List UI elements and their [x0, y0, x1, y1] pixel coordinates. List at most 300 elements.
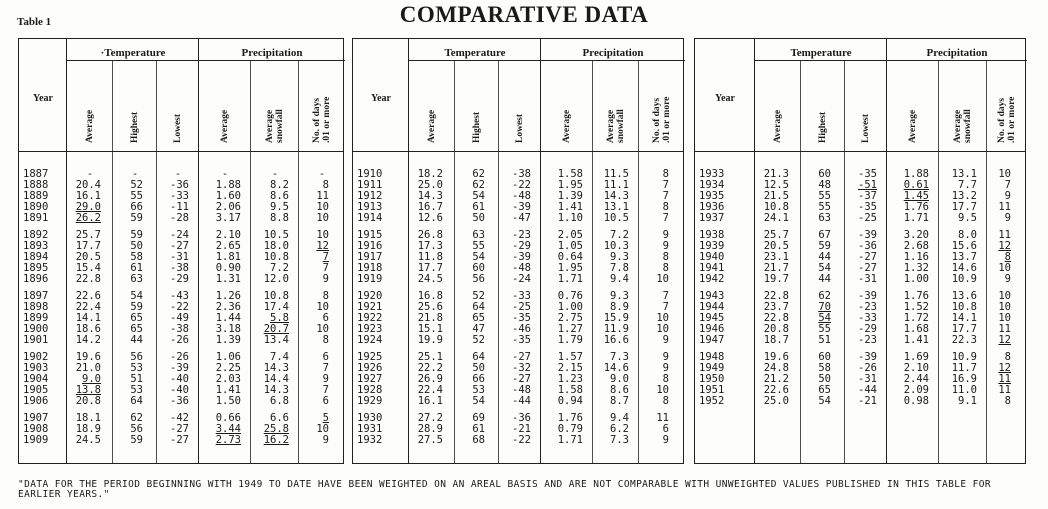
table-cell: 9: [662, 362, 669, 374]
table-cell: 7: [662, 179, 669, 191]
table-cell: 6.2: [610, 423, 629, 435]
table-cell: 9: [1004, 273, 1011, 285]
year-cell: 1933: [699, 168, 725, 180]
table-cell: 2.65: [215, 240, 241, 252]
precipitation-header: Precipitation: [926, 47, 988, 59]
table-cell: 10: [316, 212, 329, 224]
year-cell: 1922: [357, 312, 383, 324]
table-cell: 16.6: [603, 334, 629, 346]
table-cell: 59: [818, 240, 831, 252]
year-cell: 1908: [23, 423, 49, 435]
table-cell: 1.05: [557, 240, 583, 252]
table-cell: 11: [998, 373, 1011, 385]
table-cell: 54: [818, 262, 831, 274]
table-cell: 13.4: [263, 334, 289, 346]
table-cell: 56: [130, 423, 143, 435]
year-cell: 1924: [357, 334, 383, 346]
year-cell: 1906: [23, 395, 49, 407]
table-label: Table 1: [17, 16, 52, 28]
table-cell: 17.7: [951, 323, 977, 335]
table-cell: 2.44: [903, 373, 929, 385]
table-cell: 0.61: [903, 179, 929, 191]
year-header: Year: [33, 93, 53, 104]
table-cell: -27: [170, 434, 189, 446]
table-cell: 22.8: [75, 273, 101, 285]
year-cell: 1916: [357, 240, 383, 252]
table-cell: 1.31: [215, 273, 241, 285]
table-cell: 7: [322, 384, 329, 396]
year-cell: 1928: [357, 384, 383, 396]
table-cell: 21.5: [763, 190, 789, 202]
table-cell: 11.7: [951, 362, 977, 374]
table-cell: 56: [130, 351, 143, 363]
table-cell: 9: [662, 334, 669, 346]
table-cell: 25.0: [417, 179, 443, 191]
table-cell: 54: [472, 251, 485, 263]
year-cell: 1949: [699, 362, 725, 374]
average-temp-header: Average: [85, 109, 95, 143]
year-cell: 1941: [699, 262, 725, 274]
year-cell: 1938: [699, 229, 725, 241]
table-cell: 1.41: [215, 384, 241, 396]
year-cell: 1950: [699, 373, 725, 385]
table-cell: 23.1: [763, 251, 789, 263]
table-cell: -44: [858, 384, 877, 396]
year-cell: 1895: [23, 262, 49, 274]
table-cell: -31: [858, 373, 877, 385]
table-cell: -38: [170, 323, 189, 335]
table-cell: 27.2: [417, 412, 443, 424]
table-cell: 10: [998, 312, 1011, 324]
header-rule: [409, 60, 685, 61]
table-cell: 3.44: [215, 423, 241, 435]
table-cell: 8.9: [610, 301, 629, 313]
table-cell: 22.3: [951, 334, 977, 346]
table-cell: 16.7: [417, 201, 443, 213]
table-cell: -23: [858, 334, 877, 346]
table-cell: 1.32: [903, 262, 929, 274]
table-cell: 10: [316, 301, 329, 313]
table-cell: 11.9: [603, 323, 629, 335]
table-cell: 6: [322, 312, 329, 324]
table-cell: -26: [858, 362, 877, 374]
table-cell: 26.9: [417, 373, 443, 385]
year-cell: 1946: [699, 323, 725, 335]
table-cell: 1.45: [903, 190, 929, 202]
table-cell: 8.8: [270, 212, 289, 224]
table-cell: 20.4: [75, 179, 101, 191]
table-cell: 16.2: [263, 434, 289, 446]
average-precip-header: Average: [562, 109, 572, 143]
table-cell: -26: [170, 351, 189, 363]
table-cell: 1.76: [903, 290, 929, 302]
table-block: [694, 38, 1026, 464]
table-cell: 24.5: [75, 434, 101, 446]
table-cell: 10.8: [763, 201, 789, 213]
year-cell: 1930: [357, 412, 383, 424]
table-cell: 1.57: [557, 351, 583, 363]
table-cell: 2.25: [215, 362, 241, 374]
table-cell: 13.8: [75, 384, 101, 396]
table-cell: 9.4: [610, 412, 629, 424]
table-cell: -31: [170, 251, 189, 263]
table-cell: 20.5: [763, 240, 789, 252]
year-cell: 1943: [699, 290, 725, 302]
table-cell: -26: [170, 334, 189, 346]
table-cell: 62: [472, 168, 485, 180]
footnote: "DATA FOR THE PERIOD BEGINNING WITH 1949 TO DATE HAVE BEEN WEIGHTED ON AN AREAL BASIS AND ARE NOT COMPARABLE WITH UNWEIGHTED VALUES PUBLISHED IN THIS TABLE FOR EARLIER YEARS.": [18, 479, 991, 500]
table-cell: -27: [512, 373, 531, 385]
days-header: No. of days .01 or more: [652, 96, 672, 143]
table-cell: 63: [472, 229, 485, 241]
table-cell: 7.3: [610, 351, 629, 363]
table-cell: 1.95: [557, 262, 583, 274]
table-cell: -40: [170, 384, 189, 396]
table-cell: 7: [322, 262, 329, 274]
average-temp-header: Average: [427, 109, 437, 143]
table-cell: 1.71: [903, 212, 929, 224]
table-cell: 21.3: [763, 168, 789, 180]
table-cell: 14.3: [417, 190, 443, 202]
table-cell: 14.4: [263, 373, 289, 385]
table-cell: -39: [858, 351, 877, 363]
table-cell: 66: [472, 373, 485, 385]
table-cell: 10: [998, 168, 1011, 180]
table-cell: 11.5: [603, 168, 629, 180]
table-cell: -21: [858, 395, 877, 407]
table-cell: 7: [322, 251, 329, 263]
table-cell: 10.5: [263, 229, 289, 241]
table-cell: -24: [170, 229, 189, 241]
table-cell: 14.3: [263, 362, 289, 374]
table-cell: 62: [818, 290, 831, 302]
table-cell: -21: [512, 423, 531, 435]
year-cell: 1892: [23, 229, 49, 241]
table-cell: 54: [472, 395, 485, 407]
table-cell: 56: [472, 273, 485, 285]
table-cell: 11.0: [951, 384, 977, 396]
table-cell: -48: [512, 262, 531, 274]
table-cell: 13.1: [603, 201, 629, 213]
table-cell: 21.7: [763, 262, 789, 274]
table-cell: 0.94: [557, 395, 583, 407]
table-cell: 59: [130, 212, 143, 224]
table-cell: 20.8: [75, 395, 101, 407]
table-cell: 8: [322, 334, 329, 346]
year-cell: 1887: [23, 168, 49, 180]
year-cell: 1931: [357, 423, 383, 435]
table-cell: -: [86, 168, 94, 180]
table-cell: 9.5: [270, 201, 289, 213]
table-cell: 7.2: [270, 262, 289, 274]
table-cell: 14.3: [603, 190, 629, 202]
table-cell: 10: [656, 273, 669, 285]
table-cell: 51: [818, 334, 831, 346]
year-cell: 1936: [699, 201, 725, 213]
table-cell: 25.0: [763, 395, 789, 407]
table-cell: 8: [662, 201, 669, 213]
table-cell: -46: [512, 323, 531, 335]
table-cell: -40: [170, 373, 189, 385]
table-cell: 19.9: [417, 334, 443, 346]
table-cell: 11: [316, 190, 329, 202]
table-cell: -27: [858, 262, 877, 274]
table-cell: 5.8: [270, 312, 289, 324]
table-cell: 24.5: [417, 273, 443, 285]
table-cell: 1.58: [557, 384, 583, 396]
table-cell: 14.3: [263, 384, 289, 396]
table-cell: 3.17: [215, 212, 241, 224]
year-cell: 1903: [23, 362, 49, 374]
table-cell: 17.7: [75, 240, 101, 252]
table-cell: 5: [322, 412, 329, 424]
table-cell: 2.36: [215, 301, 241, 313]
table-cell: 8: [322, 179, 329, 191]
table-cell: 8.0: [958, 229, 977, 241]
table-cell: 16.1: [417, 395, 443, 407]
table-cell: -22: [512, 434, 531, 446]
table-cell: 2.06: [215, 201, 241, 213]
table-cell: 55: [472, 240, 485, 252]
table-cell: 1.23: [557, 373, 583, 385]
year-cell: 1920: [357, 290, 383, 302]
table-cell: 25.6: [417, 301, 443, 313]
table-cell: -36: [170, 179, 189, 191]
table-cell: 29.0: [75, 201, 101, 213]
average-precip-header: Average: [908, 109, 918, 143]
table-cell: 2.15: [557, 362, 583, 374]
table-cell: 58: [130, 251, 143, 263]
table-cell: 1.39: [215, 334, 241, 346]
table-cell: 63: [130, 273, 143, 285]
table-cell: 65: [130, 323, 143, 335]
table-cell: 52: [472, 290, 485, 302]
year-cell: 1896: [23, 273, 49, 285]
table-cell: 20.8: [763, 323, 789, 335]
table-cell: 60: [818, 351, 831, 363]
year-cell: 1901: [23, 334, 49, 346]
year-cell: 1894: [23, 251, 49, 263]
lowest-temp-header: Lowest: [861, 113, 871, 143]
table-cell: 1.52: [903, 301, 929, 313]
temperature-header: Temperature: [790, 47, 852, 59]
table-cell: -33: [170, 190, 189, 202]
table-cell: 1.58: [557, 168, 583, 180]
year-cell: 1940: [699, 251, 725, 263]
table-cell: 65: [472, 312, 485, 324]
year-cell: 1898: [23, 301, 49, 313]
table-cell: 2.10: [215, 229, 241, 241]
table-cell: -31: [858, 273, 877, 285]
table-cell: 53: [130, 362, 143, 374]
table-cell: 1.71: [557, 273, 583, 285]
table-cell: 21.0: [75, 362, 101, 374]
table-cell: 1.69: [903, 351, 929, 363]
table-cell: 1.39: [557, 190, 583, 202]
table-cell: -29: [858, 323, 877, 335]
table-cell: 14.6: [603, 362, 629, 374]
year-cell: 1945: [699, 312, 725, 324]
table-cell: 50: [472, 212, 485, 224]
table-cell: 1.76: [903, 201, 929, 213]
table-cell: 8: [1004, 395, 1011, 407]
table-cell: -39: [512, 201, 531, 213]
table-cell: 50: [472, 362, 485, 374]
table-cell: 8.7: [610, 395, 629, 407]
precipitation-header: Precipitation: [582, 47, 644, 59]
table-cell: -47: [512, 212, 531, 224]
table-cell: 11: [998, 229, 1011, 241]
table-cell: -22: [512, 179, 531, 191]
table-cell: 8: [1004, 351, 1011, 363]
table-cell: 54: [818, 395, 831, 407]
table-cell: 28.9: [417, 423, 443, 435]
table-cell: 16.9: [951, 373, 977, 385]
table-cell: 20.5: [75, 251, 101, 263]
table-cell: 8.6: [610, 384, 629, 396]
table-cell: 10.3: [603, 240, 629, 252]
table-cell: 15.1: [417, 323, 443, 335]
year-cell: 1911: [357, 179, 383, 191]
table-cell: -48: [512, 384, 531, 396]
table-cell: 2.10: [903, 362, 929, 374]
table-cell: 62: [472, 179, 485, 191]
table-cell: 7: [662, 190, 669, 202]
table-cell: 59: [130, 434, 143, 446]
table-cell: 19.6: [75, 351, 101, 363]
table-cell: 18.2: [417, 168, 443, 180]
table-cell: 53: [130, 384, 143, 396]
table-cell: 17.7: [417, 262, 443, 274]
header-rule: [19, 151, 343, 152]
year-cell: 1925: [357, 351, 383, 363]
table-cell: -: [131, 168, 139, 180]
table-cell: 7: [662, 212, 669, 224]
table-cell: 8: [1004, 251, 1011, 263]
year-cell: 1921: [357, 301, 383, 313]
table-cell: 10.5: [603, 212, 629, 224]
table-cell: 55: [130, 190, 143, 202]
table-cell: 9: [322, 434, 329, 446]
avg-snowfall-header: Average snowfall: [265, 109, 285, 143]
year-cell: 1899: [23, 312, 49, 324]
table-cell: 51: [130, 373, 143, 385]
year-cell: 1902: [23, 351, 49, 363]
year-cell: 1915: [357, 229, 383, 241]
table-cell: 2.73: [215, 434, 241, 446]
table-cell: 10: [316, 201, 329, 213]
year-cell: 1909: [23, 434, 49, 446]
table-cell: 15.9: [603, 312, 629, 324]
table-cell: 1.16: [903, 251, 929, 263]
table-cell: 54: [130, 290, 143, 302]
table-cell: 1.06: [215, 351, 241, 363]
table-cell: 10: [998, 301, 1011, 313]
table-cell: 9: [322, 373, 329, 385]
table-cell: 8: [662, 373, 669, 385]
table-cell: -39: [858, 229, 877, 241]
table-cell: 9: [662, 351, 669, 363]
table-cell: 1.71: [557, 434, 583, 446]
year-cell: 1904: [23, 373, 49, 385]
table-cell: 0.66: [215, 412, 241, 424]
table-cell: -49: [170, 312, 189, 324]
table-cell: 44: [818, 273, 831, 285]
table-cell: 23.7: [763, 301, 789, 313]
table-cell: 18.9: [75, 423, 101, 435]
table-cell: 65: [130, 312, 143, 324]
year-cell: 1910: [357, 168, 383, 180]
year-cell: 1897: [23, 290, 49, 302]
table-cell: -29: [512, 240, 531, 252]
table-cell: 8.2: [270, 179, 289, 191]
days-header: No. of days .01 or more: [312, 96, 332, 143]
table-cell: 48: [818, 179, 831, 191]
lowest-temp-header: Lowest: [515, 113, 525, 143]
table-cell: 1.00: [557, 301, 583, 313]
table-cell: -24: [512, 273, 531, 285]
table-cell: 10.9: [951, 273, 977, 285]
table-cell: 9.0: [82, 373, 101, 385]
table-cell: 12.6: [417, 212, 443, 224]
table-cell: 16.1: [75, 190, 101, 202]
table-cell: 1.44: [215, 312, 241, 324]
year-cell: 1927: [357, 373, 383, 385]
table-cell: 9.0: [610, 373, 629, 385]
table-cell: -11: [170, 201, 189, 213]
table-cell: 1.95: [557, 179, 583, 191]
table-cell: -35: [858, 201, 877, 213]
year-cell: 1918: [357, 262, 383, 274]
table-cell: 67: [818, 229, 831, 241]
avg-snowfall-header: Average snowfall: [953, 109, 973, 143]
table-cell: 0.64: [557, 251, 583, 263]
table-cell: 0.79: [557, 423, 583, 435]
table-cell: 8: [662, 168, 669, 180]
table-cell: 2.75: [557, 312, 583, 324]
avg-snowfall-header: Average snowfall: [606, 109, 626, 143]
temperature-header: ·Temperature: [100, 47, 166, 59]
table-cell: 1.72: [903, 312, 929, 324]
table-cell: 9: [1004, 212, 1011, 224]
table-cell: 54: [818, 312, 831, 324]
table-cell: 59: [130, 229, 143, 241]
table-cell: 7: [662, 290, 669, 302]
year-cell: 1890: [23, 201, 49, 213]
days-header: No. of days .01 or more: [997, 96, 1017, 143]
table-cell: 7: [1004, 179, 1011, 191]
table-cell: 6.8: [270, 395, 289, 407]
table-cell: -22: [170, 301, 189, 313]
year-cell: 1951: [699, 384, 725, 396]
table-cell: 18.6: [75, 323, 101, 335]
table-cell: 9.1: [958, 395, 977, 407]
table-cell: 7.7: [958, 179, 977, 191]
table-cell: 61: [130, 262, 143, 274]
table-cell: -39: [170, 362, 189, 374]
table-cell: -42: [170, 412, 189, 424]
table-cell: -32: [512, 362, 531, 374]
year-cell: 1919: [357, 273, 383, 285]
table-cell: 63: [818, 212, 831, 224]
table-cell: 12: [316, 240, 329, 252]
table-block: [352, 38, 684, 464]
table-cell: -33: [858, 312, 877, 324]
table-cell: 54: [472, 190, 485, 202]
table-cell: 12: [998, 362, 1011, 374]
table-cell: 0.76: [557, 290, 583, 302]
table-cell: 50: [818, 373, 831, 385]
